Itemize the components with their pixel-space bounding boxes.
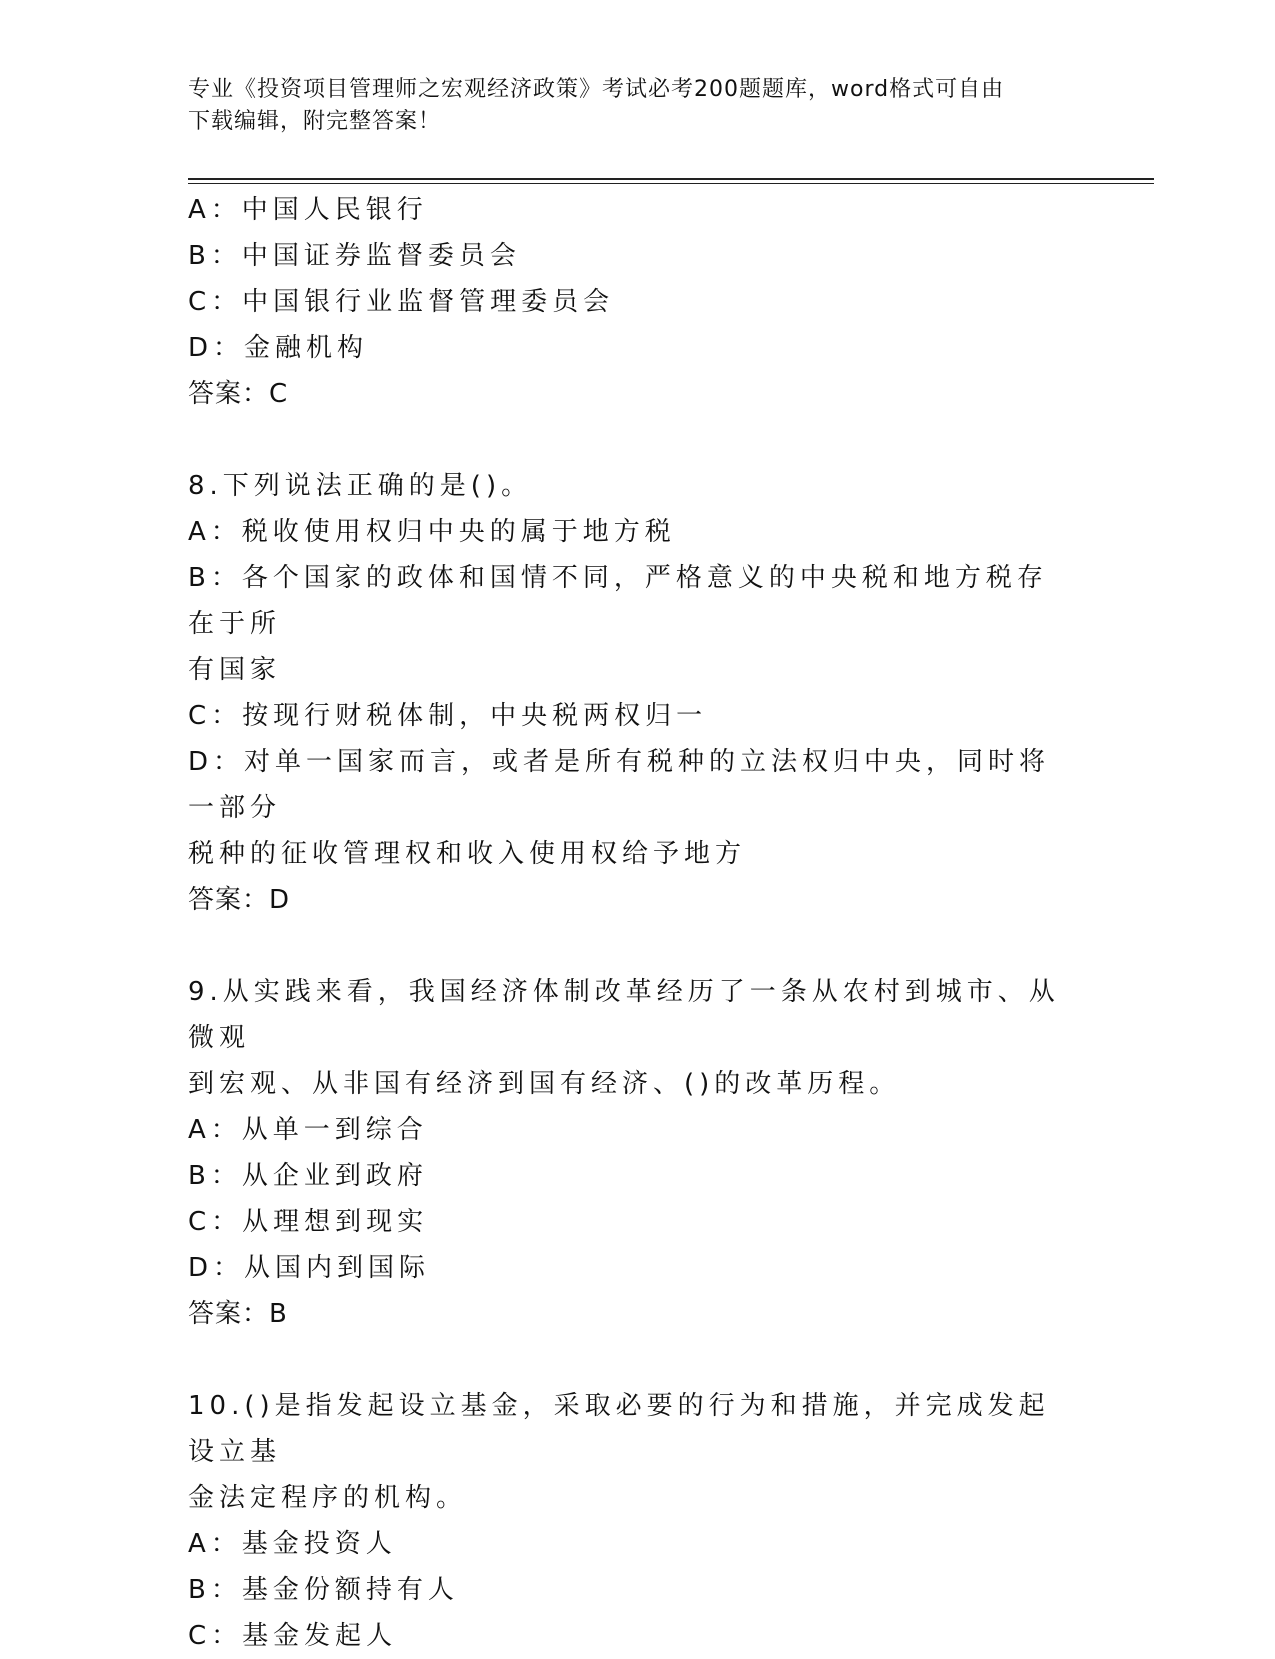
question-text-line-1: 9.从实践来看，我国经济体制改革经历了一条从农村到城市、从微观 [188,977,1060,1053]
spacer [188,923,1078,969]
question-7 [188,187,1078,417]
option-a: A：税收使用权归中央的属于地方税 [188,517,676,547]
question-8 [188,463,1078,923]
option-b-line-1: B：各个国家的政体和国情不同，严格意义的中央税和地方税存在于所 [188,563,1048,639]
question-text: 8.下列说法正确的是()。 [188,471,533,501]
header-divider-thin [188,183,1154,184]
option-b: B：从企业到政府 [188,1161,428,1191]
answer: 答案：C [188,379,289,409]
option-c: C：基金发起人 [188,1621,398,1651]
option-d: D：从国内到国际 [188,1253,431,1283]
option-b: B：基金份额持有人 [188,1575,459,1605]
option-a: A：中国人民银行 [188,195,428,225]
spacer [188,417,1078,463]
option-c: C：中国银行业监督管理委员会 [188,287,615,317]
answer: 答案：B [188,1299,288,1329]
option-b: B：中国证券监督委员会 [188,241,521,271]
option-d-line-2: 税种的征收管理权和收入使用权给予地方 [188,839,747,869]
question-9 [188,969,1078,1337]
header-divider-thick [188,178,1154,180]
option-d: D：金融机构 [188,333,369,363]
spacer [188,1337,1078,1383]
option-c: C：从理想到现实 [188,1207,429,1237]
header-line-2: 下载编辑，附完整答案！ [188,109,442,134]
answer: 答案：D [188,885,291,915]
question-text-line-1: 10.()是指发起设立基金，采取必要的行为和措施，并完成发起设立基 [188,1391,1050,1467]
option-a: A：从单一到综合 [188,1115,428,1145]
question-text-line-2: 到宏观、从非国有经济到国有经济、()的改革历程。 [188,1069,901,1099]
question-list [188,187,1078,1659]
option-c: C：按现行财税体制，中央税两权归一 [188,701,708,731]
option-a: A：基金投资人 [188,1529,397,1559]
document-header [188,74,1068,138]
question-10 [188,1383,1078,1659]
option-b-line-2: 有国家 [188,655,282,685]
option-d-line-1: D：对单一国家而言，或者是所有税种的立法权归中央，同时将一部分 [188,747,1051,823]
question-text-line-2: 金法定程序的机构。 [188,1483,468,1513]
header-line-1: 专业《投资项目管理师之宏观经济政策》考试必考200题题库，word格式可自由 [188,77,1005,102]
